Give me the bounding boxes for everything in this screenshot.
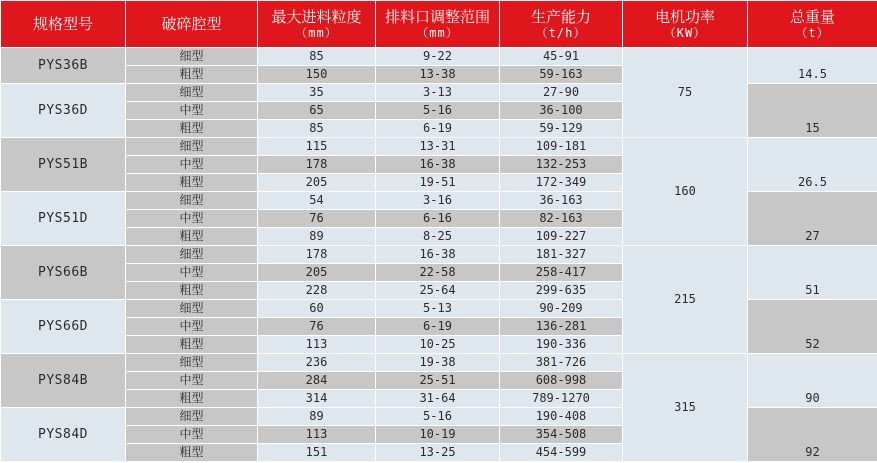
feed-size-cell: 150 xyxy=(258,66,376,84)
header-capacity: 生产能力 （t/h） xyxy=(500,1,623,48)
capacity-cell: 299-635 xyxy=(500,282,623,300)
feed-size-cell: 178 xyxy=(258,156,376,174)
capacity-cell: 354-508 xyxy=(500,426,623,444)
total-weight-cell: 15 xyxy=(748,84,877,138)
table-row xyxy=(1,354,877,372)
discharge-cell: 6-16 xyxy=(376,210,500,228)
discharge-cell: 5-13 xyxy=(376,300,500,318)
cavity-cell: 细型 xyxy=(126,300,258,318)
discharge-cell: 22-58 xyxy=(376,264,500,282)
discharge-cell: 25-51 xyxy=(376,372,500,390)
feed-size-cell: 60 xyxy=(258,300,376,318)
capacity-cell: 36-163 xyxy=(500,192,623,210)
feed-size-cell: 35 xyxy=(258,84,376,102)
total-weight-cell: 27 xyxy=(748,192,877,246)
cavity-cell: 细型 xyxy=(126,246,258,264)
discharge-cell: 8-25 xyxy=(376,228,500,246)
model-cell: PYS36D xyxy=(1,84,126,138)
cavity-cell: 粗型 xyxy=(126,390,258,408)
feed-size-cell: 228 xyxy=(258,282,376,300)
cavity-cell: 粗型 xyxy=(126,174,258,192)
header-motor-power: 电机功率 （KW） xyxy=(623,1,748,48)
total-weight-cell: 52 xyxy=(748,300,877,354)
total-weight-cell: 92 xyxy=(748,408,877,462)
table-row xyxy=(1,48,877,66)
capacity-cell: 90-209 xyxy=(500,300,623,318)
motor-power-cell: 215 xyxy=(623,246,748,354)
cavity-cell: 粗型 xyxy=(126,336,258,354)
header-capacity-unit: （t/h） xyxy=(535,25,587,40)
discharge-cell: 6-19 xyxy=(376,120,500,138)
model-cell: PYS84B xyxy=(1,354,126,408)
header-cavity: 破碎腔型 xyxy=(126,1,258,48)
cavity-cell: 中型 xyxy=(126,426,258,444)
feed-size-cell: 89 xyxy=(258,408,376,426)
capacity-cell: 45-91 xyxy=(500,48,623,66)
capacity-cell: 132-253 xyxy=(500,156,623,174)
discharge-cell: 3-13 xyxy=(376,84,500,102)
header-discharge-range: 排料口调整范围 （mm） xyxy=(376,1,500,48)
model-cell: PYS84D xyxy=(1,408,126,462)
discharge-cell: 16-38 xyxy=(376,156,500,174)
table-row xyxy=(1,246,877,264)
capacity-cell: 109-181 xyxy=(500,138,623,156)
model-cell: PYS36B xyxy=(1,48,126,84)
discharge-cell: 19-38 xyxy=(376,354,500,372)
header-feed-size: 最大进料粒度 （mm） xyxy=(258,1,376,48)
total-weight-cell: 14.5 xyxy=(748,48,877,84)
header-row xyxy=(1,1,877,48)
discharge-cell: 16-38 xyxy=(376,246,500,264)
capacity-cell: 190-408 xyxy=(500,408,623,426)
capacity-cell: 454-599 xyxy=(500,444,623,462)
total-weight-cell: 90 xyxy=(748,354,877,408)
cavity-cell: 细型 xyxy=(126,408,258,426)
cavity-cell: 粗型 xyxy=(126,444,258,462)
feed-size-cell: 76 xyxy=(258,318,376,336)
header-model: 规格型号 xyxy=(1,1,126,48)
feed-size-cell: 65 xyxy=(258,102,376,120)
cavity-cell: 中型 xyxy=(126,156,258,174)
feed-size-cell: 284 xyxy=(258,372,376,390)
capacity-cell: 82-163 xyxy=(500,210,623,228)
capacity-cell: 608-998 xyxy=(500,372,623,390)
header-weight-unit: （t） xyxy=(795,25,830,40)
capacity-cell: 136-281 xyxy=(500,318,623,336)
discharge-cell: 3-16 xyxy=(376,192,500,210)
cavity-cell: 粗型 xyxy=(126,120,258,138)
cavity-cell: 中型 xyxy=(126,318,258,336)
model-cell: PYS51B xyxy=(1,138,126,192)
discharge-cell: 9-22 xyxy=(376,48,500,66)
capacity-cell: 59-163 xyxy=(500,66,623,84)
capacity-cell: 36-100 xyxy=(500,102,623,120)
cavity-cell: 细型 xyxy=(126,192,258,210)
discharge-cell: 25-64 xyxy=(376,282,500,300)
feed-size-cell: 314 xyxy=(258,390,376,408)
feed-size-cell: 54 xyxy=(258,192,376,210)
cavity-cell: 细型 xyxy=(126,138,258,156)
discharge-cell: 5-16 xyxy=(376,102,500,120)
table-body xyxy=(1,48,877,462)
cavity-cell: 中型 xyxy=(126,372,258,390)
feed-size-cell: 205 xyxy=(258,264,376,282)
feed-size-cell: 76 xyxy=(258,210,376,228)
capacity-cell: 381-726 xyxy=(500,354,623,372)
cavity-cell: 细型 xyxy=(126,354,258,372)
cavity-cell: 中型 xyxy=(126,210,258,228)
total-weight-cell: 51 xyxy=(748,246,877,300)
motor-power-cell: 75 xyxy=(623,48,748,138)
discharge-cell: 10-19 xyxy=(376,426,500,444)
cavity-cell: 粗型 xyxy=(126,228,258,246)
feed-size-cell: 115 xyxy=(258,138,376,156)
discharge-cell: 19-51 xyxy=(376,174,500,192)
feed-size-cell: 113 xyxy=(258,336,376,354)
motor-power-cell: 315 xyxy=(623,354,748,462)
feed-size-cell: 151 xyxy=(258,444,376,462)
discharge-cell: 10-25 xyxy=(376,336,500,354)
capacity-cell: 172-349 xyxy=(500,174,623,192)
header-discharge-unit: （mm） xyxy=(416,25,459,40)
model-cell: PYS66B xyxy=(1,246,126,300)
capacity-cell: 258-417 xyxy=(500,264,623,282)
discharge-cell: 5-16 xyxy=(376,408,500,426)
feed-size-cell: 178 xyxy=(258,246,376,264)
discharge-cell: 13-25 xyxy=(376,444,500,462)
feed-size-cell: 113 xyxy=(258,426,376,444)
discharge-cell: 13-31 xyxy=(376,138,500,156)
capacity-cell: 789-1270 xyxy=(500,390,623,408)
model-cell: PYS66D xyxy=(1,300,126,354)
feed-size-cell: 89 xyxy=(258,228,376,246)
capacity-cell: 190-336 xyxy=(500,336,623,354)
cavity-cell: 中型 xyxy=(126,264,258,282)
feed-size-cell: 85 xyxy=(258,120,376,138)
discharge-cell: 13-38 xyxy=(376,66,500,84)
motor-power-cell: 160 xyxy=(623,138,748,246)
header-total-weight: 总重量 （t） xyxy=(748,1,877,48)
capacity-cell: 27-90 xyxy=(500,84,623,102)
header-power-unit: （KW） xyxy=(663,25,707,40)
capacity-cell: 59-129 xyxy=(500,120,623,138)
discharge-cell: 31-64 xyxy=(376,390,500,408)
cavity-cell: 细型 xyxy=(126,48,258,66)
table-row xyxy=(1,138,877,156)
feed-size-cell: 85 xyxy=(258,48,376,66)
feed-size-cell: 205 xyxy=(258,174,376,192)
cavity-cell: 粗型 xyxy=(126,66,258,84)
cavity-cell: 中型 xyxy=(126,102,258,120)
capacity-cell: 109-227 xyxy=(500,228,623,246)
discharge-cell: 6-19 xyxy=(376,318,500,336)
cavity-cell: 粗型 xyxy=(126,282,258,300)
total-weight-cell: 26.5 xyxy=(748,138,877,192)
cavity-cell: 细型 xyxy=(126,84,258,102)
feed-size-cell: 236 xyxy=(258,354,376,372)
model-cell: PYS51D xyxy=(1,192,126,246)
header-feed-size-unit: （mm） xyxy=(295,25,338,40)
capacity-cell: 181-327 xyxy=(500,246,623,264)
